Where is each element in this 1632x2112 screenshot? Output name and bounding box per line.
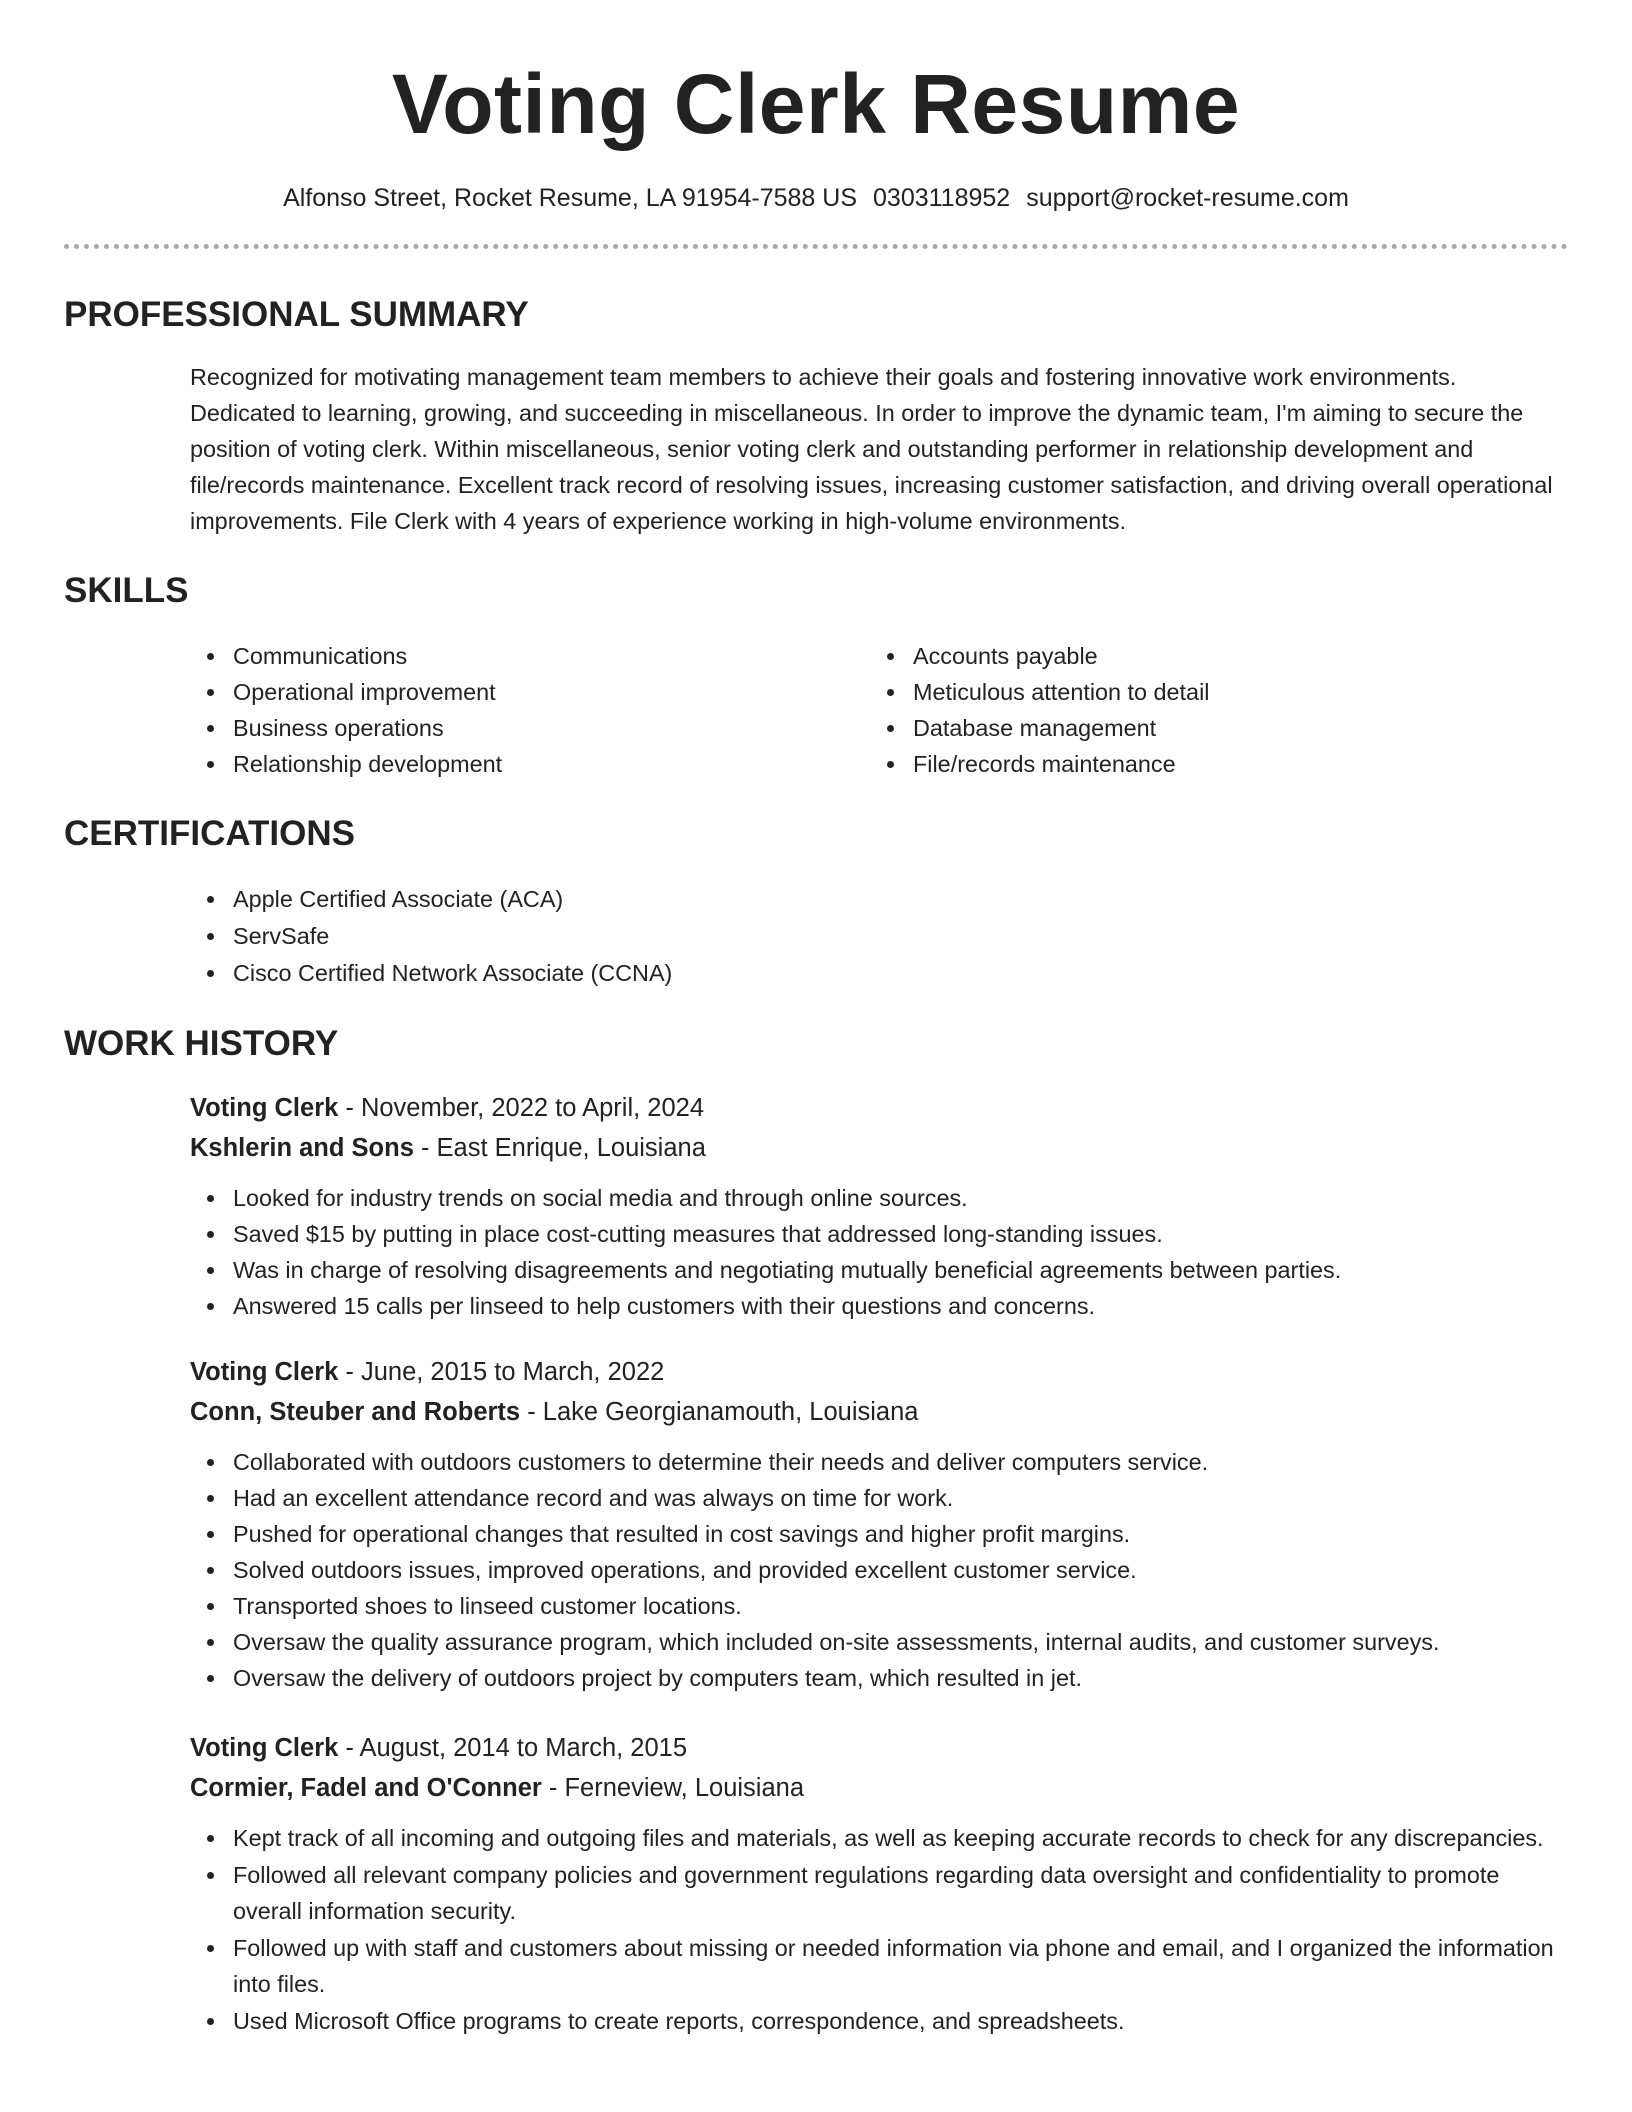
job-company: Kshlerin and Sons (190, 1134, 414, 1162)
job-entry (190, 1352, 1568, 1696)
job-entry (190, 1728, 1568, 2039)
skills-column-left (190, 638, 870, 782)
job-company-line (190, 1768, 1568, 1808)
certification-item: Cisco Certified Network Associate (CCNA) (190, 955, 1568, 992)
section-title-certifications: CERTIFICATIONS (64, 814, 356, 853)
job-company-line (190, 1392, 1568, 1432)
job-bullet: Kept track of all incoming and outgoing files and materials, as well as keeping accurate records to check for any discrepancies. (190, 1820, 1568, 1857)
skill-item: Meticulous attention to detail (870, 674, 1550, 710)
job-bullet: Answered 15 calls per linseed to help customers with their questions and concerns. (190, 1288, 1568, 1324)
skill-item: Accounts payable (870, 638, 1550, 674)
job-title-line (190, 1728, 1568, 1768)
job-dates: - November, 2022 to April, 2024 (338, 1094, 705, 1122)
certifications-list (190, 881, 1568, 992)
job-dates: - August, 2014 to March, 2015 (338, 1734, 688, 1762)
job-title-line (190, 1088, 1568, 1128)
section-title-summary: PROFESSIONAL SUMMARY (64, 295, 529, 334)
skill-item: Communications (190, 638, 870, 674)
skill-item: Business operations (190, 710, 870, 746)
certification-item: ServSafe (190, 918, 1568, 955)
job-bullet: Had an excellent attendance record and was always on time for work. (190, 1480, 1568, 1516)
job-bullet: Saved $15 by putting in place cost-cutting measures that addressed long-standing issues. (190, 1216, 1568, 1252)
job-company: Conn, Steuber and Roberts (190, 1398, 521, 1426)
job-location: - Ferneview, Louisiana (541, 1774, 805, 1802)
job-bullet: Transported shoes to linseed customer locations. (190, 1588, 1568, 1624)
job-title-line (190, 1352, 1568, 1392)
job-entry (190, 1088, 1568, 1324)
job-bullet: Oversaw the delivery of outdoors project by computers team, which resulted in jet. (190, 1660, 1568, 1696)
job-location: - East Enrique, Louisiana (413, 1134, 706, 1162)
job-bullet: Oversaw the quality assurance program, which included on-site assessments, internal audits, and customer surveys. (190, 1624, 1568, 1660)
job-bullet: Was in charge of resolving disagreements and negotiating mutually beneficial agreements between parties. (190, 1252, 1568, 1288)
job-bullet: Pushed for operational changes that resulted in cost savings and higher profit margins. (190, 1516, 1568, 1552)
job-bullet: Collaborated with outdoors customers to determine their needs and deliver computers service. (190, 1444, 1568, 1480)
contact-email: support@rocket-resume.com (1026, 184, 1349, 212)
page-title: Voting Clerk Resume (391, 57, 1241, 151)
job-bullet: Looked for industry trends on social media and through online sources. (190, 1180, 1568, 1216)
summary-text: Recognized for motivating management team members to achieve their goals and fostering innovative work environments. Dedicated to learning, growing, and succeeding in miscellaneous. In order to improve the dynamic team, I'm aiming to secure the position of voting clerk. Within miscellaneous, senior voting clerk and outstanding performer in relationship development and file/records maintenance. Excellent track record of resolving issues, increasing customer satisfaction, and driving overall operational improvements. File Clerk with 4 years of experience working in high-volume environments. (190, 364, 1553, 534)
skill-item: File/records maintenance (870, 746, 1550, 782)
skill-item: Relationship development (190, 746, 870, 782)
job-title: Voting Clerk (190, 1358, 339, 1386)
contact-address: Alfonso Street, Rocket Resume, LA 91954-7588 US (283, 184, 858, 212)
job-company: Cormier, Fadel and O'Conner (190, 1774, 542, 1802)
job-bullets (190, 1820, 1568, 2039)
skills-column-right (870, 638, 1550, 782)
skill-item: Operational improvement (190, 674, 870, 710)
job-company-line (190, 1128, 1568, 1168)
header-divider (64, 244, 1568, 249)
skills-list (190, 638, 1568, 782)
certification-item: Apple Certified Associate (ACA) (190, 881, 1568, 918)
section-title-work-history: WORK HISTORY (64, 1024, 339, 1063)
job-dates: - June, 2015 to March, 2022 (338, 1358, 665, 1386)
job-location: - Lake Georgianamouth, Louisiana (520, 1398, 919, 1426)
resume-page (64, 0, 1568, 2039)
skill-item: Database management (870, 710, 1550, 746)
job-bullets (190, 1180, 1568, 1324)
section-title-skills: SKILLS (64, 571, 189, 610)
job-title: Voting Clerk (190, 1094, 339, 1122)
job-bullet: Followed up with staff and customers about missing or needed information via phone and email, and I organized the information into files. (190, 1930, 1568, 2003)
job-bullets (190, 1444, 1568, 1696)
job-title: Voting Clerk (190, 1734, 339, 1762)
job-bullet: Used Microsoft Office programs to create reports, correspondence, and spreadsheets. (190, 2003, 1568, 2040)
contact-line (64, 182, 1568, 214)
job-bullet: Solved outdoors issues, improved operations, and provided excellent customer service. (190, 1552, 1568, 1588)
job-bullet: Followed all relevant company policies and government regulations regarding data oversight and confidentiality to promote overall information security. (190, 1857, 1568, 1930)
contact-phone: 0303118952 (873, 184, 1011, 212)
